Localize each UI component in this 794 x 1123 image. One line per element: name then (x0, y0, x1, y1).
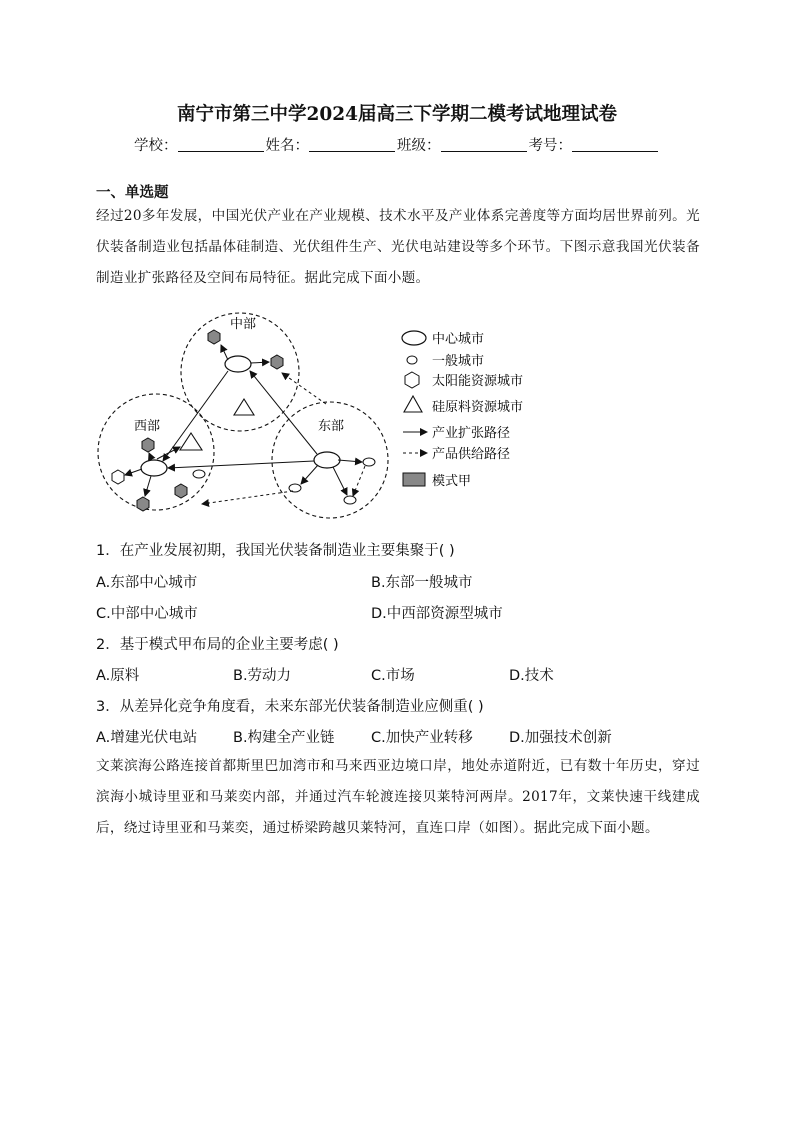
mode-jia-city (142, 438, 154, 452)
question-2-option-a[interactable]: A.原料 (96, 668, 140, 684)
legend-silicon-city: 硅原料资源城市 (432, 400, 524, 415)
expansion-path-arrow (149, 453, 152, 460)
west-region-label: 西部 (134, 419, 161, 434)
page-title: 南宁市第三中学2024届高三下学期二模考试地理试卷 (177, 104, 617, 125)
passage-photovoltaic: 经过20多年发展，中国光伏产业在产业规模、技术水平及产业体系完善度等方面均居世界前列。光伏装备制造业包括晶体硅制造、光伏组件生产、光伏电站建设等多个环节。下图示意我国光伏装备制造业扩张路径及空间布局特征。据此完成下面小题。 (96, 208, 700, 286)
center-city-legend-icon (402, 331, 426, 345)
gray-box-legend-icon (403, 473, 425, 486)
question-2-option-b[interactable]: B.劳动力 (233, 668, 292, 684)
school-label: 学校： (134, 138, 178, 154)
student-info-line (0, 134, 794, 155)
expansion-path-arrow (250, 371, 317, 454)
silicon-resource-city (234, 399, 254, 415)
supply-path-arrow (282, 373, 326, 404)
expansion-path-arrow (338, 460, 362, 462)
general-city-legend-icon (407, 356, 417, 364)
supply-path-arrow (353, 466, 365, 496)
mode-jia-city (208, 330, 220, 344)
supply-path-arrow (202, 491, 293, 504)
question-1-stem: 1．在产业发展初期，我国光伏装备制造业主要集聚于( ) (96, 543, 455, 559)
question-1-option-a[interactable]: A.东部中心城市 (96, 575, 198, 591)
silicon-resource-city (180, 433, 202, 450)
question-1-option-d[interactable]: D.中西部资源型城市 (371, 606, 503, 622)
question-2-option-c[interactable]: C.市场 (371, 668, 415, 684)
central-center-city (225, 356, 251, 372)
mode-jia-city (175, 484, 187, 498)
exam-number-field[interactable] (572, 137, 658, 152)
east-general-city (344, 496, 356, 504)
name-label: 姓名： (265, 138, 309, 154)
question-3-option-d[interactable]: D.加强技术创新 (509, 730, 612, 746)
east-region-label: 东部 (318, 419, 345, 434)
expansion-path-arrow (251, 362, 269, 363)
question-2-option-d[interactable]: D.技术 (509, 668, 554, 684)
central-region-label: 中部 (230, 317, 257, 332)
mode-jia-city (137, 497, 149, 511)
question-2-stem: 2．基于模式甲布局的企业主要考虑( ) (96, 637, 339, 653)
hexagon-legend-icon (405, 372, 419, 388)
legend-supply-path: 产品供给路径 (432, 447, 511, 462)
expansion-path-arrow (168, 461, 314, 468)
expansion-path-arrow (301, 465, 318, 484)
mode-jia-city (271, 355, 283, 369)
question-3-stem: 3．从差异化竞争角度看，未来东部光伏装备制造业应侧重( ) (96, 699, 484, 715)
legend-expansion-path: 产业扩张路径 (432, 426, 511, 441)
east-general-city (363, 458, 375, 466)
expansion-path-arrow (333, 467, 347, 495)
question-3-option-b[interactable]: B.构建全产业链 (233, 730, 335, 746)
west-general-city (193, 470, 205, 478)
expansion-path-arrow (221, 345, 228, 360)
expansion-path-arrow (157, 447, 180, 459)
west-center-city (141, 460, 167, 476)
legend-general-city: 一般城市 (432, 354, 485, 369)
photovoltaic-expansion-diagram (90, 300, 550, 532)
question-1-option-c[interactable]: C.中部中心城市 (96, 606, 198, 622)
question-1-option-b[interactable]: B.东部一般城市 (371, 575, 473, 591)
school-field[interactable] (178, 137, 264, 152)
legend-mode-jia: 模式甲 (432, 474, 472, 489)
passage-brunei-highway: 文莱滨海公路连接首都斯里巴加湾市和马来西亚边境口岸，地处赤道附近，已有数十年历史，穿过滨海小城诗里亚和马莱奕内部，并通过汽车轮渡连接贝莱特河两岸。2017年，文莱快速干线建成后，绕过诗里亚和马莱奕，通过桥梁跨越贝莱特河，直连口岸（如图）。据此完成下面小题。 (96, 758, 700, 836)
section-heading: 一、单选题 (96, 185, 169, 201)
question-3-option-c[interactable]: C.加快产业转移 (371, 730, 473, 746)
exam-number-label: 考号： (528, 138, 572, 154)
question-3-option-a[interactable]: A.增建光伏电站 (96, 730, 198, 746)
triangle-legend-icon (404, 396, 422, 412)
class-field[interactable] (441, 137, 527, 152)
diagram-legend (402, 331, 523, 489)
east-general-city (289, 484, 301, 492)
legend-solar-city: 太阳能资源城市 (432, 374, 524, 389)
name-field[interactable] (309, 137, 395, 152)
legend-center-city: 中心城市 (432, 332, 485, 347)
expansion-path-arrow (125, 469, 142, 475)
class-label: 班级： (397, 138, 441, 154)
solar-resource-city (112, 470, 124, 484)
expansion-path-arrow (145, 476, 151, 496)
